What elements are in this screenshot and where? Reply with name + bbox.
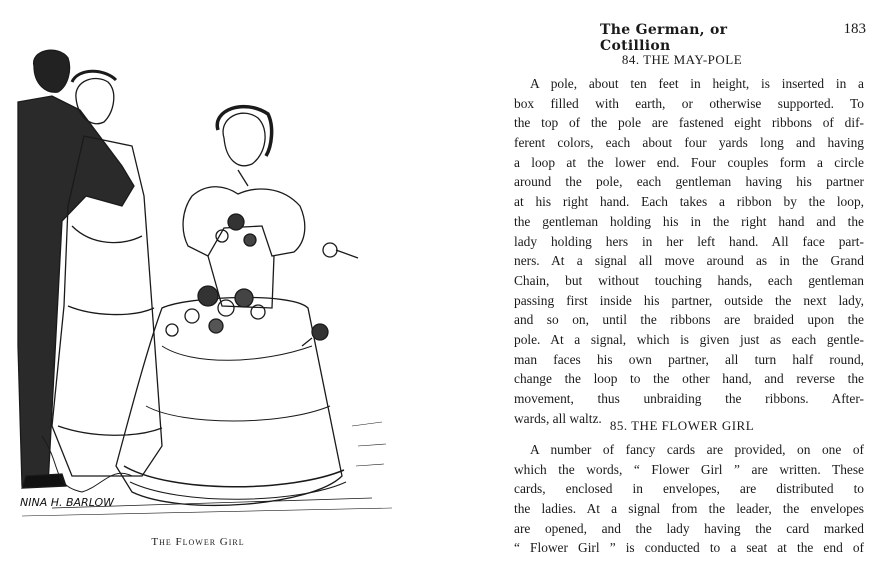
text-line: box filled with earth, or otherwise supported. To [514,95,864,111]
text-line: A pole, about ten feet in height, is inserted in a [530,76,864,91]
section-title: 84. THE MAY-POLE [621,52,743,67]
text-line: pole. At a signal, which is given just as each gentle- [514,331,864,347]
gentleman-coat [18,96,134,486]
text-line: and so on, until the ribbons are braided upon the [514,312,864,328]
text-line: the gentleman holding his in the right hand and the [514,213,864,229]
running-head: The German, or Cotillion [600,22,728,54]
page-number: 183 [843,21,866,37]
text-line: the ladies. At a signal from the leader, the envelopes [514,501,864,517]
flower-girl-illustration [12,46,392,522]
text-line: change the loop to the other hand, and reverse the [514,371,864,387]
text-line: “ Flower Girl ” is conducted to a seat at the end of [514,540,864,556]
right-page [500,0,877,566]
text-line: cards, enclosed in envelopes, are distributed to [514,481,864,497]
text-line: are opened, and the lady having the card marked [514,520,864,536]
text-line: Chain, but without touching hands, each gentleman [514,272,864,288]
text-line: movement, thus unbraiding the ribbons. After- [514,391,864,406]
section-body [514,440,864,558]
gentleman-head [34,50,70,92]
text-line: which the words, “ Flower Girl ” are written. These [514,461,864,477]
illustration-caption: The Flower Girl [151,536,245,548]
text-line: passing first inside his partner, outside the next lady, [514,292,864,308]
seated-lady-skirt [116,297,342,505]
text-line: lady holding hers in her left hand. All face part- [514,233,864,249]
seated-lady-head [223,113,265,166]
text-line: wards, all waltz. [514,410,602,426]
section-title: 85. THE FLOWER GIRL [609,418,755,433]
text-line: ferent colors, each about four yards long and having [514,135,864,151]
text-line: A number of fancy cards are provided, on one of [530,442,864,457]
text-line: around the pole, each gentleman having his partner [514,174,864,190]
text-line: man faces his own partner, all turn half round, [514,351,864,367]
text-line: at his right hand. Each takes a ribbon by the loop, [514,194,864,210]
text-line: the top of the pole are fastened eight ribbons of dif- [514,115,864,131]
section-body [514,74,864,428]
text-line: ners. At a signal all move around as in the Grand [514,253,864,269]
artist-signature: NINA H. BARLOW [20,496,115,509]
text-line: a loop at the lower end. Four couples form a circle [514,154,864,170]
